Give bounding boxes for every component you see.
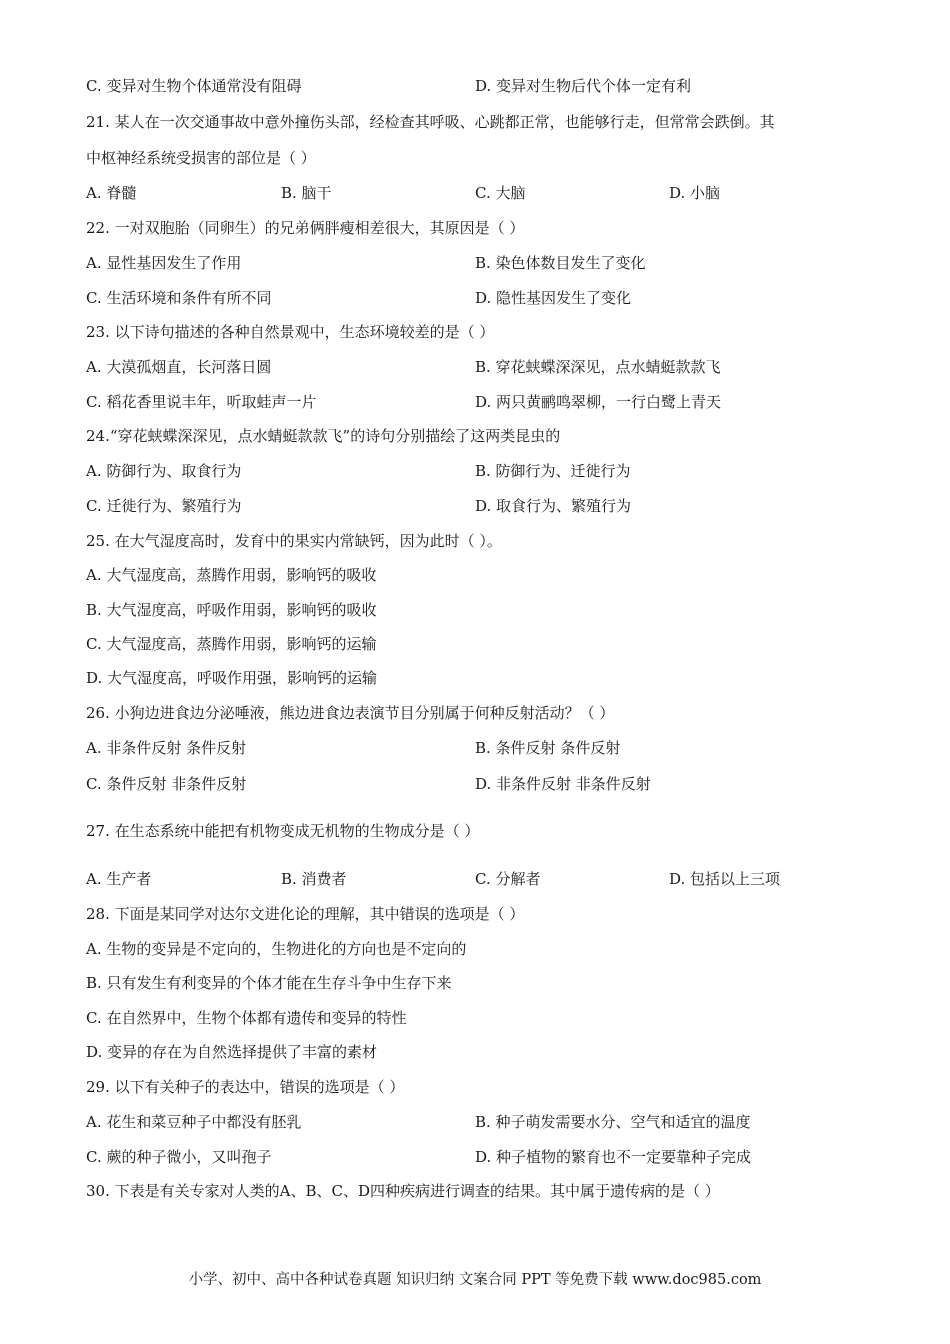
q24-option-a: A. 防御行为、取食行为 [86, 462, 242, 480]
q24-stem: 24.“穿花蛱蝶深深见，点水蜻蜓款款飞”的诗句分别描绘了这两类昆虫的 [86, 427, 561, 445]
q25-option-b: B. 大气湿度高，呼吸作用弱，影响钙的吸收 [86, 601, 377, 619]
q28-option-a: A. 生物的变异是不定向的，生物进化的方向也是不定向的 [86, 940, 467, 958]
q28-option-d: D. 变异的存在为自然选择提供了丰富的素材 [86, 1043, 378, 1061]
q29-stem: 29. 以下有关种子的表达中，错误的选项是（ ） [86, 1078, 405, 1096]
q24-option-d: D. 取食行为、繁殖行为 [475, 497, 632, 515]
q21-option-a: A. 脊髓 [86, 184, 137, 202]
q22-stem: 22. 一对双胞胎（同卵生）的兄弟俩胖瘦相差很大，其原因是（ ） [86, 219, 525, 237]
q30-stem: 30. 下表是有关专家对人类的A、B、C、D四种疾病进行调查的结果。其中属于遗传病的是（ ） [86, 1182, 720, 1200]
q27-option-a: A. 生产者 [86, 870, 152, 888]
q20-option-c: C. 变异对生物个体通常没有阻碍 [86, 77, 302, 95]
q29-option-d: D. 种子植物的繁育也不一定要靠种子完成 [475, 1148, 752, 1166]
q23-option-d: D. 两只黄鹂鸣翠柳，一行白鹭上青天 [475, 393, 722, 411]
q21-option-b: B. 脑干 [281, 184, 332, 202]
q27-option-c: C. 分解者 [475, 870, 541, 888]
q23-option-c: C. 稻花香里说丰年，听取蛙声一片 [86, 393, 317, 411]
q25-option-a: A. 大气湿度高，蒸腾作用弱，影响钙的吸收 [86, 566, 377, 584]
q26-option-b: B. 条件反射 条件反射 [475, 739, 621, 757]
q20-option-d: D. 变异对生物后代个体一定有利 [475, 77, 692, 95]
q21-stem-line1: 21. 某人在一次交通事故中意外撞伤头部，经检查其呼吸、心跳都正常，也能够行走，但常常会跌倒。其 [86, 113, 775, 131]
q27-option-d: D. 包括以上三项 [669, 870, 781, 888]
q21-option-d: D. 小脑 [669, 184, 721, 202]
q23-stem: 23. 以下诗句描述的各种自然景观中，生态环境较差的是（ ） [86, 323, 495, 341]
q27-option-b: B. 消费者 [281, 870, 347, 888]
q22-option-d: D. 隐性基因发生了变化 [475, 289, 632, 307]
q22-option-a: A. 显性基因发生了作用 [86, 254, 242, 272]
q25-option-c: C. 大气湿度高，蒸腾作用弱，影响钙的运输 [86, 635, 377, 653]
q24-option-b: B. 防御行为、迁徙行为 [475, 462, 631, 480]
q23-option-b: B. 穿花蛱蝶深深见，点水蜻蜓款款飞 [475, 358, 721, 376]
q26-option-c: C. 条件反射 非条件反射 [86, 775, 247, 793]
q28-option-b: B. 只有发生有利变异的个体才能在生存斗争中生存下来 [86, 974, 452, 992]
q22-option-c: C. 生活环境和条件有所不同 [86, 289, 272, 307]
q26-option-d: D. 非条件反射 非条件反射 [475, 775, 651, 793]
q27-stem: 27. 在生态系统中能把有机物变成无机物的生物成分是（ ） [86, 822, 480, 840]
q29-option-b: B. 种子萌发需要水分、空气和适宜的温度 [475, 1113, 751, 1131]
q28-stem: 28. 下面是某同学对达尔文进化论的理解，其中错误的选项是（ ） [86, 905, 525, 923]
q26-stem: 26. 小狗边进食边分泌唾液，熊边进食边表演节目分别属于何种反射活动？（ ） [86, 704, 615, 722]
q25-option-d: D. 大气湿度高，呼吸作用强，影响钙的运输 [86, 669, 378, 687]
q24-option-c: C. 迁徙行为、繁殖行为 [86, 497, 242, 515]
q23-option-a: A. 大漠孤烟直，长河落日圆 [86, 358, 272, 376]
q25-stem: 25. 在大气湿度高时，发育中的果实内常缺钙，因为此时（ ）。 [86, 532, 502, 550]
q26-option-a: A. 非条件反射 条件反射 [86, 739, 247, 757]
q28-option-c: C. 在自然界中，生物个体都有遗传和变异的特性 [86, 1009, 407, 1027]
q21-option-c: C. 大脑 [475, 184, 526, 202]
q21-stem-line2: 中枢神经系统受损害的部位是（ ） [86, 149, 316, 167]
q22-option-b: B. 染色体数目发生了变化 [475, 254, 646, 272]
page-footer: 小学、初中、高中各种试卷真题 知识归纳 文案合同 PPT 等免费下载 www.doc985.com [188, 1272, 762, 1288]
q29-option-a: A. 花生和菜豆种子中都没有胚乳 [86, 1113, 302, 1131]
q29-option-c: C. 蕨的种子微小，又叫孢子 [86, 1148, 272, 1166]
